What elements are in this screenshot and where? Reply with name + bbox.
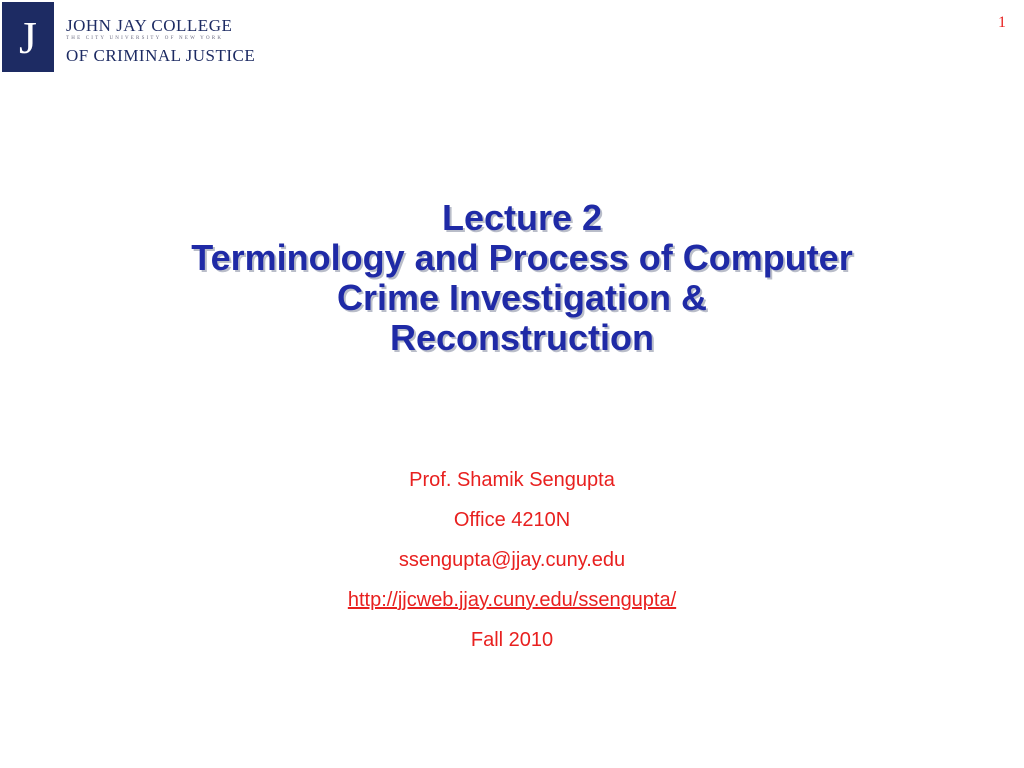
logo-college-name: JOHN JAY COLLEGE — [66, 16, 233, 35]
title-line-1: Lecture 2 — [441, 197, 603, 238]
slide-number: 1 — [998, 14, 1006, 31]
logo-college-subname: OF CRIMINAL JUSTICE — [66, 46, 256, 65]
homepage-link[interactable]: http://jjcweb.jjay.cuny.edu/ssengupta/ — [347, 589, 677, 611]
college-logo — [0, 0, 256, 76]
logo-j-mark: J — [2, 2, 54, 72]
professor-name: Prof. Shamik Sengupta — [409, 469, 615, 491]
email-address: ssengupta@jjay.cuny.edu — [398, 549, 626, 571]
office-location: Office 4210N — [453, 509, 571, 531]
title-line-3: Crime Investigation & — [336, 277, 708, 318]
title-line-4: Reconstruction — [389, 317, 655, 358]
term: Fall 2010 — [470, 629, 554, 651]
presenter-info — [0, 460, 1024, 660]
title-line-2: Terminology and Process of Computer — [191, 237, 853, 278]
slide-title — [60, 198, 984, 358]
logo-university-name: THE CITY UNIVERSITY OF NEW YORK — [66, 36, 224, 41]
